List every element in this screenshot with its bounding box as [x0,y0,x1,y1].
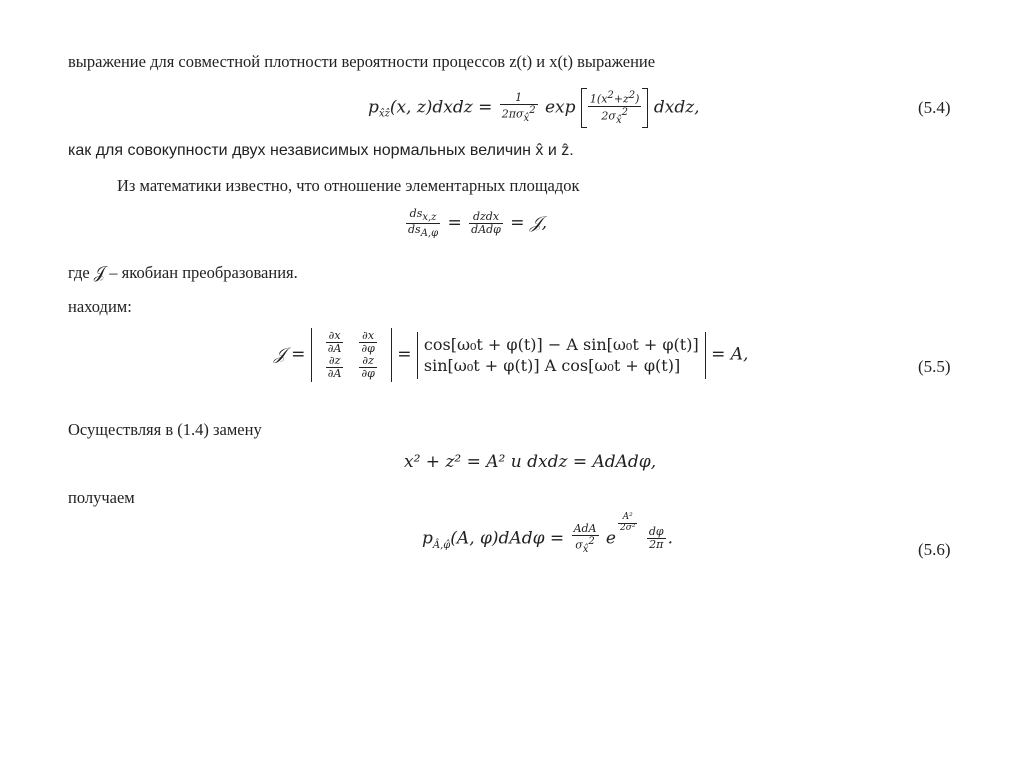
eq54-den-base: 2πσ [501,107,524,121]
eq55-m21-num: ∂z [326,355,344,368]
eq54-inner-num-b: +z [613,92,629,106]
eq54-lhs: p [368,97,379,118]
equation-number-5-5: (5.5) [918,357,951,376]
eq55-m22-num: ∂z [359,355,376,368]
eq54-inner-den-sub: x̂ [615,114,622,126]
eq56-lhs-sub: Â,φ̂ [432,539,451,551]
eq54-inner-num-a: 1(x [589,92,608,106]
equation-number-5-6: (5.6) [918,540,951,559]
ratio-num-2: dzdx [469,211,503,224]
paragraph-line-3: как для совокупности двух независимых нормальных величин x̂ и ẑ. [68,142,574,159]
eq56-lhs-args: (A, φ)dAdφ = [450,528,565,549]
ratio-num-1-sub: x,z [422,212,437,224]
eq56-frac2-num: dφ [648,525,664,539]
paragraph-line-9: Осуществляя в (1.4) замену [68,420,262,439]
eq56-exponent [618,513,637,534]
eq54-lhs-args: (x, z)dxdz = [389,97,493,118]
eq54-inner-den-base: 2σ [601,109,616,123]
eq54-inner-frac [588,90,642,126]
eq55-rhs: = A, [711,344,749,365]
eq56-den-base: σ [575,538,583,552]
eq55-lhs: 𝒥 = [274,344,306,365]
eq56-frac-den [572,536,599,555]
paragraph-line-6: где 𝒥 – якобиан преобразования. [68,263,298,282]
ratio-frac-1 [406,208,440,239]
equation-5-5: 𝒥 = $\frac{\partial x}{\partial A}$ $\frac{\partial x}{\partial\varphi}$ $\frac{\partial z}{\partial A}$ $\frac{\partial z}{\partial\varphi}$ = cos[ω₀t + φ(t)] − A sin[ω₀t + φ(t)] sin[ω₀t + φ(t)] A cos[ω₀t + φ(t)] = A, [274,328,748,382]
ratio-den-1 [406,224,440,239]
eq55-m12-den: ∂φ [361,342,375,356]
eq54-exp: exp [544,97,576,118]
equation-area-ratio: $\frac{ds_{x,z}}{ds_{A,\varphi}}$ = $\frac{\text{dzdx}}{\text{dAdφ}}$ = 𝒥, [408,207,548,240]
paragraph-line-4: Из математики известно, что отношение элементарных площадок [117,176,580,195]
ratio-num-1 [406,208,440,224]
ratio-den-1-sub: A,φ [420,228,439,240]
eq54-inner-den [588,107,642,126]
eq54-den-sup: 2 [529,104,536,116]
eq54-inner-num-c: ) [635,92,640,106]
eq56-e: e [605,528,616,549]
eq55-jacobian-matrix [311,328,392,382]
eq55-m11-den: ∂A [327,342,342,356]
paragraph-line-11: получаем [68,488,135,507]
eq55-m22 [359,355,376,380]
ratio-rhs: = 𝒥, [510,213,548,234]
eq55-m21-den: ∂A [327,367,342,381]
eq55-m21 [326,355,344,380]
eq54-inner-num-sup2: 2 [628,90,636,101]
eq54-frac-num: 1 [500,92,538,105]
eq56-exp-num: A² [618,513,637,524]
ratio-den-1-base: ds [408,223,421,237]
eq56-exp-den: 2σ² [619,522,636,533]
eq54-frac-den [500,105,538,124]
eq56-end: . [667,528,674,549]
eq56-frac2-den: 2π [649,538,664,552]
paragraph-line-1: выражение для совместной плотности вероятности процессов z(t) и x(t) выражение [68,52,656,71]
eq55-row2: sin[ω₀t + φ(t)] A cos[ω₀t + φ(t)] [423,356,681,376]
equation-5-4 [368,88,700,128]
eq56-frac [572,523,599,555]
eq56-den-sub: x̂ [582,543,589,555]
eq54-den-sub: x̂ [523,112,530,124]
eq55-jacobian-table [318,330,385,380]
eq54-inner-num-sup: 2 [607,90,614,101]
paragraph-line-7: находим: [68,297,132,316]
eq54-bracket [581,88,649,128]
eq54-inner-den-sup: 2 [621,106,628,118]
eq54-rhs: dxdz, [653,97,700,118]
eq55-trig-matrix [417,332,706,379]
equation-number-5-4: (5.4) [918,98,951,117]
equation-substitution: x² + z² = A² и dxdz = AdAdφ, [404,452,657,472]
eq54-lhs-sub: x̂ẑ [378,108,390,120]
eq55-m22-den: ∂φ [361,367,375,381]
ratio-frac-2 [469,211,503,236]
eq55-m12 [359,330,376,355]
eq56-lhs: p [422,528,433,549]
eq56-den-sup: 2 [588,536,595,548]
eq56-frac2 [647,526,666,551]
eq56-frac-num: AdA [573,522,597,535]
eq54-inner-num [588,90,642,107]
equation-5-6 [422,512,674,555]
eq54-fraction [500,92,538,124]
eq55-m11 [326,330,344,355]
eq55-row1: cos[ω₀t + φ(t)] − A sin[ω₀t + φ(t)] [423,334,699,354]
ratio-den-2: dAdφ [471,223,501,237]
eq55-m12-num: ∂x [359,330,376,343]
eq55-m11-num: ∂x [326,330,344,343]
ratio-num-1-base: ds [409,207,423,220]
